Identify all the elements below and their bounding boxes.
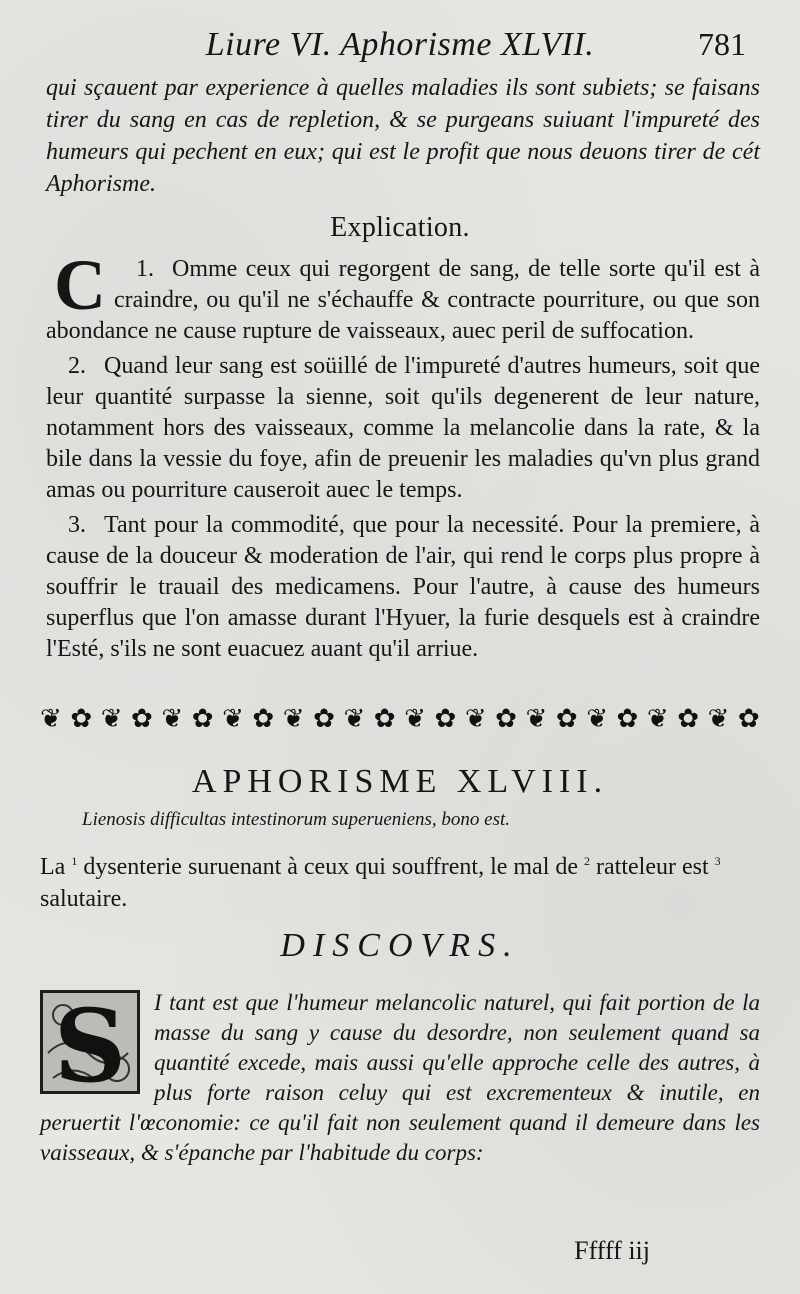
discours-section xyxy=(40,988,760,1168)
item-number: 3. xyxy=(68,512,86,538)
intro-paragraph: qui sçauent par experience à quelles maladies ils sont subiets; se faisans tirer du sang en cas de repletion, & se purgeans suiuant l'impureté des humeurs qui pechent en eux; qui est le profit que nous deuons tirer de cét Aphorisme. xyxy=(46,75,760,197)
item-text: Tant pour la commodité, que pour la necessité. Pour la premiere, à cause de la douceur & moderation de l'air, qui rend le corps plus propre à souffrir le trauail des medicamens. Pour l'autre, à cause des humeurs superflus que l'on amasse durant l'Hyuer, la furie desquels est à craindre l'Esté, s'ils ne sont euacuez auant qu'il arriue. xyxy=(46,512,760,662)
aphorism-title: APHORISME XLVIII. xyxy=(191,763,609,800)
latin-aphorism: Lienosis difficultas intestinorum superueniens, bono est. xyxy=(82,809,511,830)
explication-item-1 xyxy=(46,245,760,347)
page-number: 781 xyxy=(698,26,746,62)
french-translation: La $^1$ dysenterie suruenant à ceux qui souffrent, le mal de $^2$ ratteleur est $^3$ salutaire. xyxy=(40,854,721,912)
item-text: Quand leur sang est soüillé de l'impureté d'autres humeurs, soit que leur quantité surpasse la sienne, soit qu'ils degenerent de leur nature, notamment hors des vaisseaux, comme la melancolie dans la rate, & la bile dans la vessie du foye, afin de preuenir les maladies qu'vn plus grand amas ou pourriture causeroit auec le temps. xyxy=(46,353,760,503)
ornamental-dropcap-s xyxy=(40,987,140,1105)
running-title: Liure VI. Aphorisme XLVII. xyxy=(205,26,595,63)
explication-item-2 xyxy=(46,351,760,506)
signature-mark: Fffff iij xyxy=(574,1236,650,1265)
explication-item-3 xyxy=(46,510,760,665)
discours-text: I tant est que l'humeur melancolic naturel, qui fait portion de la masse du sang y cause du desordre, non seulement quand sa quantité excede, mais aussi qu'elle approche celle des autres, à plus forte raison celuy qui est excrementeux & inutile, en peruertit l'œconomie: ce qu'il fait non seulement quand il demeure dans les vaisseaux, & s'épanche par l'habitude du corps: xyxy=(40,990,760,1165)
item-number: 2. xyxy=(68,353,86,379)
dropcap-c: C xyxy=(54,245,106,325)
floral-ornament-band: ❦ ✿ ❦ ✿ ❦ ✿ ❦ ✿ ❦ ✿ ❦ ✿ ❦ ✿ ❦ ✿ ❦ ✿ ❦ ✿ ❦ ✿ ❦ ✿ xyxy=(40,704,760,733)
dropcap-letter: S xyxy=(53,987,127,1105)
item-text: Omme ceux qui regorgent de sang, de telle sorte qu'il est à craindre, ou qu'il ne s'échauffe & contracte pourriture, ou que son abondance ne cause rupture de vaisseaux, auec peril de suffocation. xyxy=(46,256,760,344)
explication-heading: Explication. xyxy=(330,212,470,243)
item-number: 1. xyxy=(136,256,154,282)
discours-heading: DISCOVRS. xyxy=(280,927,520,964)
running-head xyxy=(40,18,760,74)
